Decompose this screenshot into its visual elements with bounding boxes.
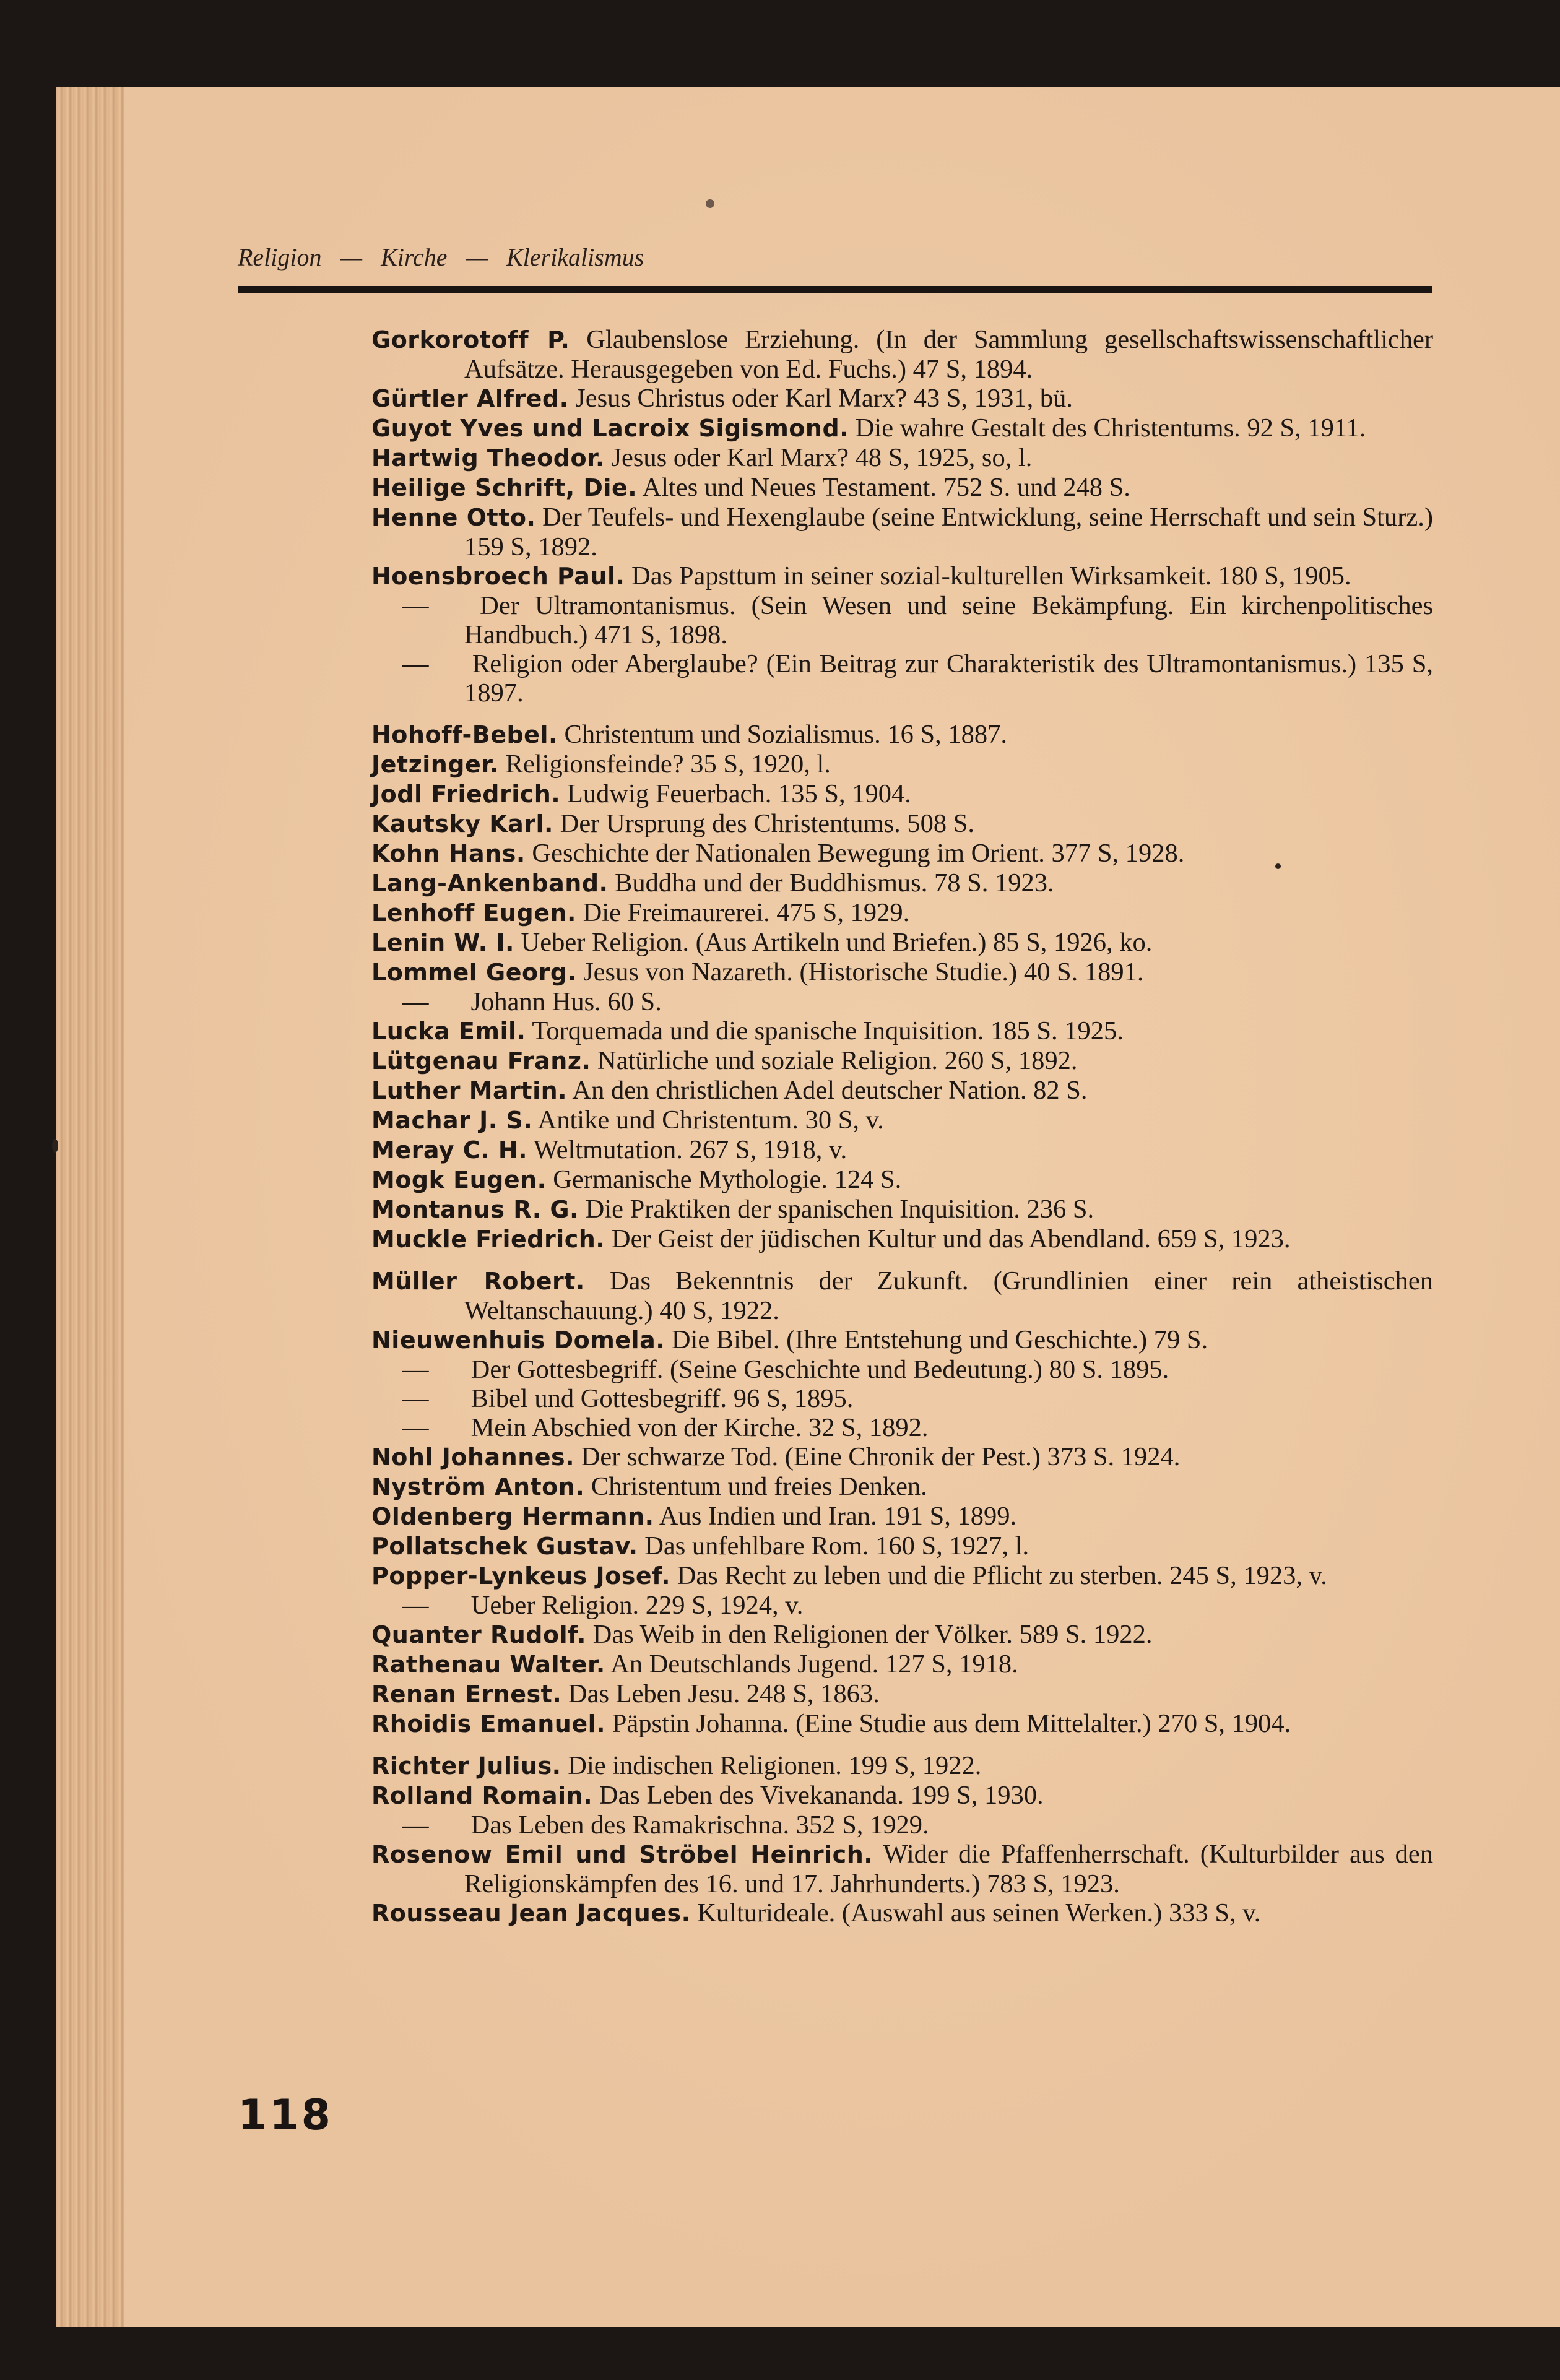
entry-author: Hoensbroech Paul.	[371, 563, 625, 590]
entry-title: Der schwarze Tod. (Eine Chronik der Pest.) 373 S. 1924.	[581, 1442, 1181, 1471]
header-section-kirche: Kirche	[381, 243, 448, 271]
entry-author: Mogk Eugen.	[371, 1166, 547, 1193]
entry-author: Jodl Friedrich.	[371, 781, 561, 808]
entry-author: Jetzinger.	[371, 751, 500, 778]
continuation-dash: —	[402, 1355, 429, 1384]
bibliography-entry	[371, 1046, 1433, 1076]
bibliography-entry	[371, 987, 1433, 1016]
bibliography-entry	[371, 1650, 1433, 1679]
entry-title: Das Bekenntnis der Zukunft. (Grundlinien einer rein atheistischen Weltanschauung.) 40 S, 1922.	[464, 1266, 1434, 1325]
entry-title: Weltmutation. 267 S, 1918, v.	[533, 1135, 847, 1164]
bibliography-entry	[371, 928, 1433, 958]
entry-title: Christentum und Sozialismus. 16 S, 1887.	[564, 720, 1007, 749]
continuation-dash: —	[402, 649, 429, 678]
entry-author: Machar J. S.	[371, 1107, 533, 1134]
header-separator: —	[466, 243, 488, 271]
bibliography-entry	[371, 1076, 1433, 1106]
entry-author: Nohl Johannes.	[371, 1443, 575, 1471]
entry-title: Das Leben des Ramakrischna. 352 S, 1929.	[470, 1811, 929, 1840]
entry-author: Nyström Anton.	[371, 1473, 585, 1500]
entry-title: Altes und Neues Testament. 752 S. und 248 S.	[642, 473, 1130, 502]
entry-title: Das Recht zu leben und die Pflicht zu sterben. 245 S, 1923, v.	[677, 1561, 1327, 1590]
entry-author: Lütgenau Franz.	[371, 1047, 591, 1075]
bibliography-entry	[371, 1781, 1433, 1811]
bibliography-entry	[371, 1620, 1433, 1650]
entry-author: Muckle Friedrich.	[371, 1226, 605, 1253]
entry-title: Bibel und Gottesbegriff. 96 S, 1895.	[470, 1384, 854, 1413]
bibliography-entry	[371, 1266, 1433, 1325]
bibliography-entry	[371, 839, 1433, 868]
entry-author: Guyot Yves und Lacroix Sigismond.	[371, 415, 849, 442]
entry-title: Antike und Christentum. 30 S, v.	[537, 1106, 884, 1135]
continuation-dash: —	[402, 1591, 429, 1620]
entry-author: Lang-Ankenband.	[371, 870, 609, 897]
entry-author: Popper-Lynkeus Josef.	[371, 1562, 671, 1590]
bibliography-entry	[371, 809, 1433, 839]
entry-author: Hohoff-Bebel.	[371, 721, 558, 748]
bibliography-entry	[371, 1413, 1433, 1442]
header-rule	[238, 286, 1432, 293]
entry-title: Der Geist der jüdischen Kultur und das Abendland. 659 S, 1923.	[611, 1224, 1291, 1253]
bibliography-entry	[371, 1165, 1433, 1195]
page-number: 118	[238, 2091, 333, 2140]
entry-author: Richter Julius.	[371, 1752, 561, 1780]
entry-author: Lommel Georg.	[371, 959, 577, 986]
bibliography-entry	[371, 413, 1433, 443]
entry-title: Die wahre Gestalt des Christentums. 92 S, 1911.	[855, 413, 1366, 443]
entry-author: Rathenau Walter.	[371, 1651, 605, 1678]
entry-title: Religionsfeinde? 35 S, 1920, l.	[505, 750, 831, 779]
entry-author: Lenhoff Eugen.	[371, 899, 576, 927]
entry-title: Das unfehlbare Rom. 160 S, 1927, l.	[644, 1531, 1029, 1560]
bibliography-entry	[371, 1442, 1433, 1472]
entry-title: Johann Hus. 60 S.	[470, 987, 662, 1016]
bibliography-entry	[371, 384, 1433, 413]
entry-title: Päpstin Johanna. (Eine Studie aus dem Mittelalter.) 270 S, 1904.	[612, 1709, 1291, 1738]
entry-author: Hartwig Theodor.	[371, 444, 605, 472]
bibliography-entry	[371, 1811, 1433, 1840]
bibliography-entry	[371, 561, 1433, 591]
entry-title: Buddha und der Buddhismus. 78 S. 1923.	[615, 868, 1054, 898]
entry-title: Das Weib in den Religionen der Völker. 589 S. 1922.	[592, 1620, 1153, 1649]
entry-title: Wider die Pfaffenherrschaft. (Kulturbilder aus den Religionskämpfen des 16. und 17. Jahrhunderts.) 783 S, 1923.	[464, 1840, 1433, 1898]
continuation-dash: —	[402, 1384, 429, 1413]
bibliography-entry	[371, 1384, 1433, 1413]
bibliography-entry	[371, 1135, 1433, 1165]
entry-title: Glaubenslose Erziehung. (In der Sammlung gesellschaftswissenschaftlicher Aufsätze. Herausgegeben von Ed. Fuchs.) 47 S, 1894.	[464, 325, 1434, 384]
entry-title: Der Gottesbegriff. (Seine Geschichte und Bedeutung.) 80 S. 1895.	[470, 1355, 1169, 1384]
continuation-dash: —	[402, 1413, 429, 1442]
bibliography-entry	[371, 649, 1433, 708]
running-header	[238, 243, 1432, 286]
entry-title: Der Teufels- und Hexenglaube (seine Entwicklung, seine Herrschaft und sein Sturz.) 159 S, 1892.	[464, 503, 1434, 561]
continuation-dash: —	[402, 1811, 429, 1840]
entry-title: An den christlichen Adel deutscher Nation. 82 S.	[572, 1076, 1088, 1105]
bibliography-entry	[371, 1591, 1433, 1620]
entry-author: Müller Robert.	[371, 1268, 585, 1295]
header-section-religion: Religion	[238, 243, 322, 271]
entry-author: Kohn Hans.	[371, 840, 526, 867]
entry-author: Quanter Rudolf.	[371, 1621, 586, 1648]
entry-title: Ueber Religion. (Aus Artikeln und Briefen.) 85 S, 1926, ko.	[521, 928, 1153, 957]
bibliography-entry	[371, 958, 1433, 987]
bibliography-entry	[371, 1106, 1433, 1135]
entry-title: Ludwig Feuerbach. 135 S, 1904.	[566, 779, 911, 808]
bibliography-entry	[371, 1016, 1433, 1046]
bibliography-entry	[371, 868, 1433, 898]
bibliography-entry	[371, 750, 1433, 779]
bibliography-entry	[371, 473, 1433, 503]
bibliography-entry	[371, 443, 1433, 473]
entry-title: Jesus von Nazareth. (Historische Studie.) 40 S. 1891.	[583, 958, 1144, 987]
entry-title: Der Ultramontanismus. (Sein Wesen und seine Bekämpfung. Ein kirchenpolitisches Handbuch.) 471 S, 1898.	[464, 591, 1434, 649]
entry-title: Jesus oder Karl Marx? 48 S, 1925, so, l.	[611, 443, 1033, 472]
entry-title: Aus Indien und Iran. 191 S, 1899.	[659, 1502, 1017, 1531]
bibliography-entry	[371, 720, 1433, 750]
entry-author: Pollatschek Gustav.	[371, 1533, 638, 1560]
bibliography-entry	[371, 1709, 1433, 1739]
margin-speck	[52, 1139, 58, 1153]
continuation-dash: —	[402, 591, 429, 620]
entry-title: Die Praktiken der spanischen Inquisition. 236 S.	[585, 1195, 1094, 1224]
bibliography-list	[371, 325, 1433, 1928]
entry-author: Rousseau Jean Jacques.	[371, 1900, 691, 1927]
entry-author: Heilige Schrift, Die.	[371, 474, 638, 501]
entry-author: Kautsky Karl.	[371, 810, 553, 837]
entry-author: Gürtler Alfred.	[371, 385, 569, 412]
bibliography-entry	[371, 1561, 1433, 1591]
header-section-klerikalismus: Klerikalismus	[506, 243, 644, 271]
entry-title: Das Leben des Vivekananda. 199 S, 1930.	[599, 1781, 1044, 1810]
entry-title: Die Freimaurerei. 475 S, 1929.	[583, 898, 910, 927]
continuation-dash: —	[402, 987, 429, 1016]
header-separator: —	[340, 243, 363, 271]
entry-author: Luther Martin.	[371, 1077, 568, 1104]
entry-title: Christentum und freies Denken.	[591, 1472, 927, 1501]
bibliography-entry	[371, 1472, 1433, 1502]
bibliography-entry	[371, 1898, 1433, 1928]
entry-title: Die indischen Religionen. 199 S, 1922.	[568, 1751, 982, 1780]
entry-author: Henne Otto.	[371, 504, 536, 531]
bibliography-entry	[371, 1751, 1433, 1781]
entry-title: Das Papsttum in seiner sozial-kulturellen Wirksamkeit. 180 S, 1905.	[631, 561, 1351, 591]
entry-title: Der Ursprung des Christentums. 508 S.	[560, 809, 974, 838]
entry-author: Rhoidis Emanuel.	[371, 1710, 606, 1737]
entry-title: Kulturideale. (Auswahl aus seinen Werken.) 333 S, v.	[697, 1898, 1261, 1928]
bibliography-entry	[371, 503, 1433, 561]
bibliography-entry	[371, 779, 1433, 809]
entry-author: Nieuwenhuis Domela.	[371, 1326, 665, 1354]
entry-title: Religion oder Aberglaube? (Ein Beitrag zur Charakteristik des Ultramontanismus.) 135 S, 1897.	[464, 649, 1434, 708]
entry-title: Torquemada und die spanische Inquisition. 185 S. 1925.	[532, 1016, 1124, 1045]
bibliography-entry	[371, 1840, 1433, 1898]
entry-title: Ueber Religion. 229 S, 1924, v.	[470, 1591, 804, 1620]
entry-author: Oldenberg Hermann.	[371, 1503, 654, 1530]
entry-author: Lenin W. I.	[371, 929, 514, 956]
bibliography-entry	[371, 1195, 1433, 1224]
page-edge-stack	[56, 87, 124, 2327]
margin-speck	[1275, 863, 1281, 869]
bibliography-entry	[371, 1679, 1433, 1709]
entry-title: An Deutschlands Jugend. 127 S, 1918.	[610, 1650, 1018, 1679]
entry-author: Lucka Emil.	[371, 1018, 526, 1045]
entry-author: Meray C. H.	[371, 1136, 528, 1164]
entry-title: Germanische Mythologie. 124 S.	[553, 1165, 902, 1194]
bibliography-entry	[371, 1531, 1433, 1561]
entry-author: Rolland Romain.	[371, 1782, 593, 1809]
bibliography-entry	[371, 898, 1433, 928]
ink-dot	[706, 199, 714, 208]
bibliography-entry	[371, 1355, 1433, 1384]
entry-author: Rosenow Emil und Ströbel Heinrich.	[371, 1841, 873, 1868]
entry-author: Gorkorotoff P.	[371, 326, 570, 353]
bibliography-entry	[371, 1325, 1433, 1355]
entry-title: Natürliche und soziale Religion. 260 S, 1892.	[597, 1046, 1078, 1075]
bibliography-entry	[371, 1502, 1433, 1531]
entry-author: Renan Ernest.	[371, 1681, 562, 1708]
bibliography-entry	[371, 591, 1433, 649]
entry-title: Das Leben Jesu. 248 S, 1863.	[568, 1679, 880, 1708]
bibliography-entry	[371, 1224, 1433, 1254]
entry-title: Geschichte der Nationalen Bewegung im Orient. 377 S, 1928.	[532, 839, 1185, 868]
entry-title: Die Bibel. (Ihre Entstehung und Geschichte.) 79 S.	[671, 1325, 1208, 1354]
bibliography-entry	[371, 325, 1433, 384]
entry-title: Jesus Christus oder Karl Marx? 43 S, 1931, bü.	[575, 384, 1073, 413]
entry-author: Montanus R. G.	[371, 1196, 579, 1223]
entry-title: Mein Abschied von der Kirche. 32 S, 1892.	[470, 1413, 929, 1442]
